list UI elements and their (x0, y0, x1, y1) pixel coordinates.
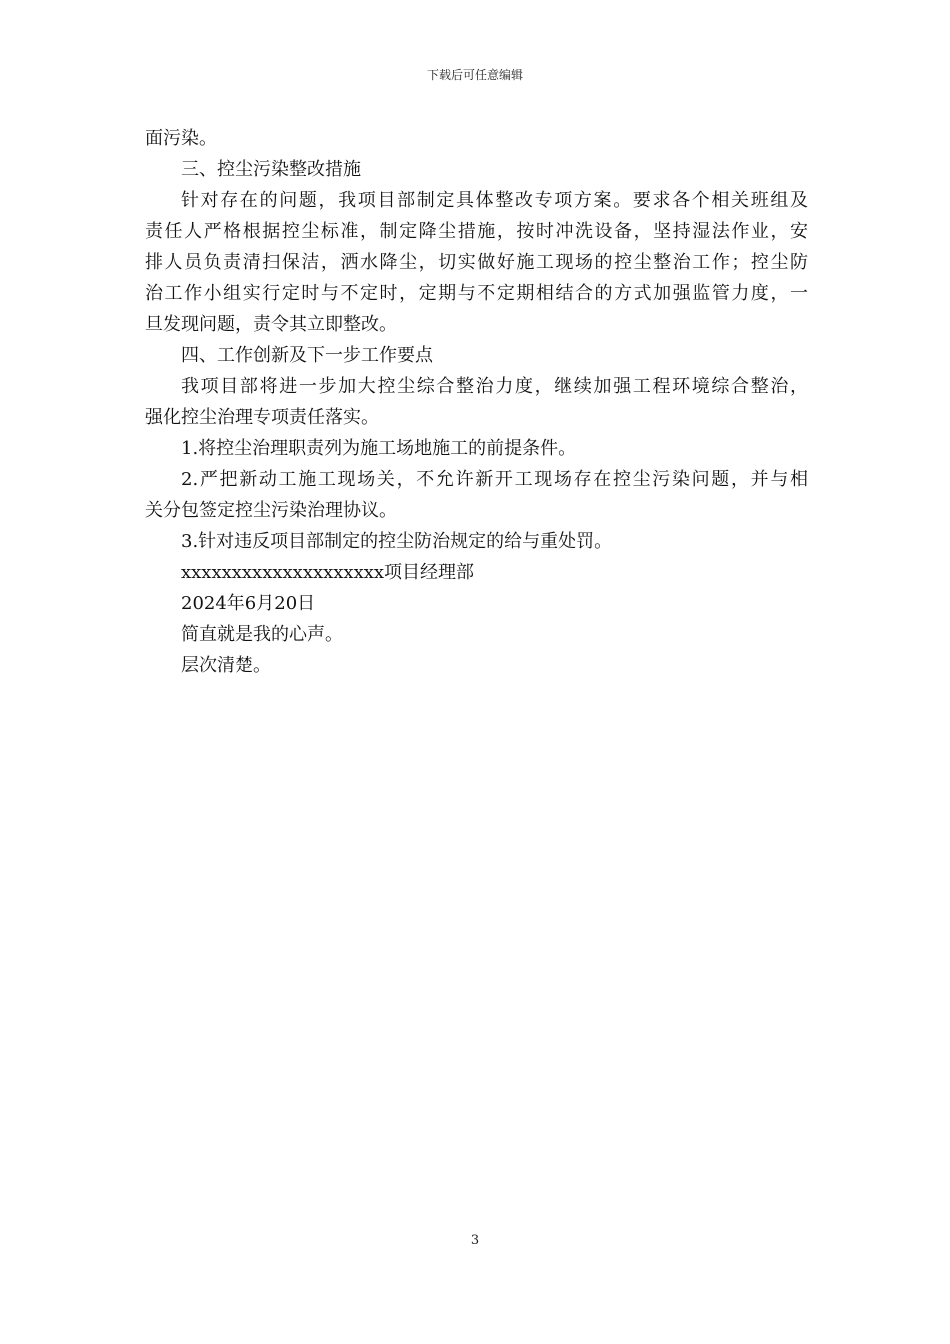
list-item: 1.将控尘治理职责列为施工场地施工的前提条件。 (181, 438, 577, 459)
paragraph-line: 我项目部将进一步加大控尘综合整治力度，继续加强工程环境综合整治， (181, 376, 808, 397)
date-line: 2024年6月20日 (181, 593, 316, 614)
page-header: 下载后可任意编辑 (426, 68, 523, 82)
paragraph-line: 排人员负责清扫保洁，洒水降尘，切实做好施工现场的控尘整治工作；控尘防 (145, 252, 808, 273)
paragraph-line: 治工作小组实行定时与不定时，定期与不定期相结合的方式加强监管力度，一 (145, 283, 808, 304)
paragraph-line: 面污染。 (145, 128, 217, 149)
paragraph-line: 强化控尘治理专项责任落实。 (145, 407, 379, 428)
list-item: 2.严把新动工施工现场关，不允许新开工现场存在控尘污染问题，并与相 (181, 469, 808, 490)
list-item: 3.针对违反项目部制定的控尘防治规定的给与重处罚。 (181, 531, 613, 552)
paragraph-line: 针对存在的问题，我项目部制定具体整改专项方案。要求各个相关班组及 (181, 190, 808, 211)
section-heading: 四、工作创新及下一步工作要点 (181, 345, 433, 366)
paragraph-line: 关分包签定控尘污染治理协议。 (145, 500, 397, 521)
section-heading: 三、控尘污染整改措施 (181, 159, 361, 180)
document-body (145, 123, 808, 681)
paragraph-line: 责任人严格根据控尘标准，制定降尘措施，按时冲洗设备，坚持湿法作业，安 (145, 221, 808, 242)
page-number: 3 (470, 1233, 480, 1248)
signature-line: xxxxxxxxxxxxxxxxxxxx项目经理部 (181, 562, 475, 583)
comment-line: 简直就是我的心声。 (181, 624, 343, 645)
comment-line: 层次清楚。 (181, 655, 271, 676)
paragraph-line: 旦发现问题，责令其立即整改。 (145, 314, 397, 335)
